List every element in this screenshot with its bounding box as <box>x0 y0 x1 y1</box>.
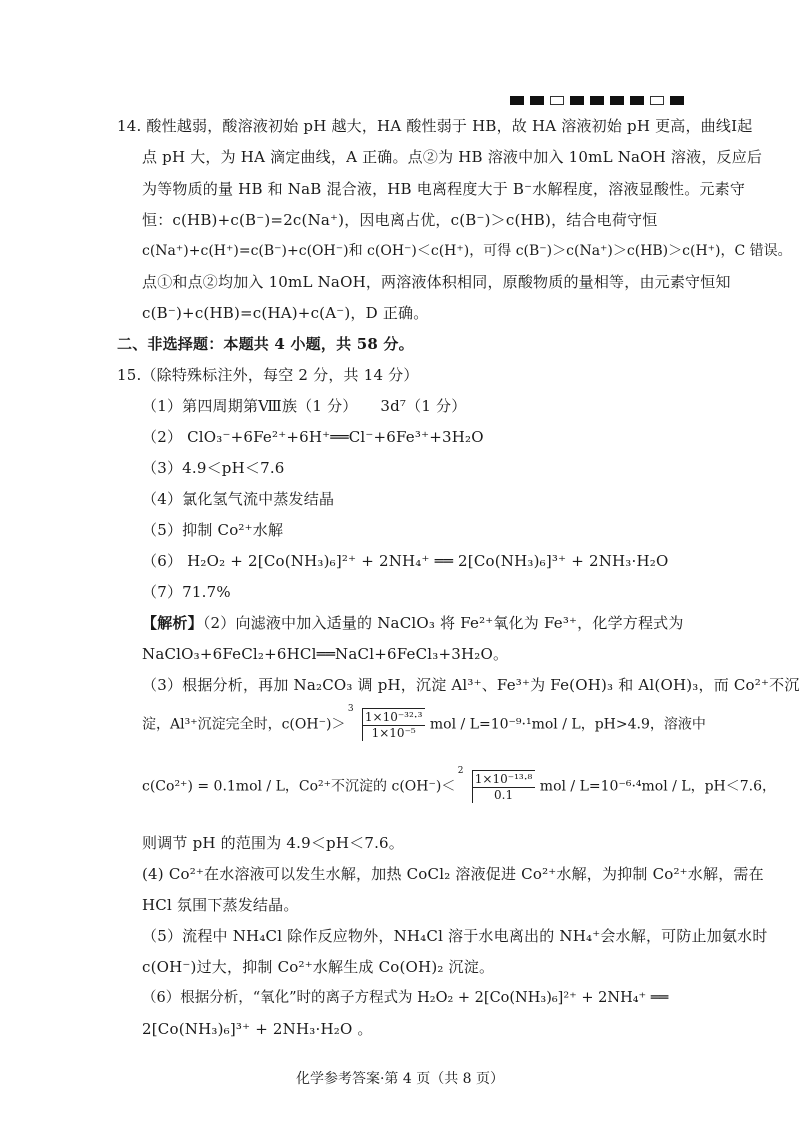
fraction-numerator: 1×10⁻¹³·⁸ <box>472 772 536 788</box>
q15-answer: （1）第四周期第Ⅷ族（1 分） 3d⁷（1 分） <box>142 397 467 415</box>
q15-answer: （5）抑制 Co²⁺水解 <box>142 521 284 539</box>
analysis-5-line2: c(OH⁻)过大，抑制 Co²⁺水解生成 Co(OH)₂ 沉淀。 <box>142 958 495 976</box>
header-mark <box>590 96 604 105</box>
section-title: 二、非选择题：本题共 4 小题，共 58 分。 <box>117 335 414 353</box>
analysis-3-text: c(Co²⁺) = 0.1mol / L，Co²⁺不沉淀的 c(OH⁻)＜ <box>142 778 456 795</box>
header-mark <box>630 96 644 105</box>
analysis-5-line1: （5）流程中 NH₄Cl 除作反应物外，NH₄Cl 溶于水电离出的 NH₄⁺会水解，可防止加氨水时 <box>142 927 768 945</box>
analysis-3-line2 <box>142 704 706 741</box>
fraction-numerator: 1×10⁻³²·³ <box>362 710 426 726</box>
analysis-2-line1 <box>142 613 684 633</box>
analysis-label: 【解析】 <box>142 614 203 632</box>
analysis-3-line1: （3）根据分析，再加 Na₂CO₃ 调 pH，沉淀 Al³⁺、Fe³⁺为 Fe(OH)₃ 和 Al(OH)₃，而 Co²⁺不沉 <box>142 676 800 694</box>
cube-root <box>347 704 426 741</box>
square-root <box>457 766 536 803</box>
root-index: 3 <box>347 704 354 714</box>
header-marks <box>510 96 684 105</box>
analysis-3-text: 淀，Al³⁺沉淀完全时，c(OH⁻)＞ <box>142 716 346 733</box>
analysis-3-line4: 则调节 pH 的范围为 4.9＜pH＜7.6。 <box>142 834 404 852</box>
fraction-denominator: 1×10⁻⁵ <box>371 726 416 740</box>
q14-line: 恒：c(HB)+c(B⁻)=2c(Na⁺)，因电离占优，c(B⁻)＞c(HB)，结合电荷守恒 <box>142 211 658 229</box>
q14-line: 点①和点②均加入 10mL NaOH，两溶液体积相同，原酸物质的量相等，由元素守恒知 <box>142 273 731 291</box>
root-index: 2 <box>457 766 464 776</box>
q15-answer: （6） H₂O₂ + 2[Co(NH₃)₆]²⁺ + 2NH₄⁺ ══ 2[Co(NH₃)₆]³⁺ + 2NH₃·H₂O <box>142 552 669 570</box>
fraction <box>362 710 426 741</box>
analysis-4-line1: (4) Co²⁺在水溶液可以发生水解，加热 CoCl₂ 溶液促进 Co²⁺水解，为抑制 Co²⁺水解，需在 <box>142 865 764 883</box>
analysis-6-line2: 2[Co(NH₃)₆]³⁺ + 2NH₃·H₂O 。 <box>142 1020 373 1038</box>
q15-answer: （4）氯化氢气流中蒸发结晶 <box>142 490 335 508</box>
page-footer: 化学参考答案·第 4 页（共 8 页） <box>295 1071 505 1087</box>
header-mark <box>610 96 624 105</box>
header-mark <box>550 96 564 105</box>
analysis-3-line3 <box>142 766 777 803</box>
analysis-3-text: mol / L=10⁻⁶·⁴mol / L，pH＜7.6， <box>539 778 777 795</box>
analysis-2-line2: NaClO₃+6FeCl₂+6HCl══NaCl+6FeCl₃+3H₂O。 <box>142 645 509 663</box>
header-mark <box>510 96 524 105</box>
q15-answer: （3）4.9＜pH＜7.6 <box>142 459 285 477</box>
header-mark <box>570 96 584 105</box>
q15-answer: （2） ClO₃⁻+6Fe²⁺+6H⁺══Cl⁻+6Fe³⁺+3H₂O <box>142 428 484 446</box>
analysis-6-line1: （6）根据分析，“氧化”时的离子方程式为 H₂O₂ + 2[Co(NH₃)₆]²⁺ + 2NH₄⁺ ══ <box>142 990 669 1006</box>
analysis-3-text: mol / L=10⁻⁹·¹mol / L，pH>4.9，溶液中 <box>429 716 706 733</box>
q14-line: 为等物质的量 HB 和 NaB 混合液，HB 电离程度大于 B⁻水解程度，溶液显酸性。元素守 <box>142 180 746 198</box>
analysis-4-line2: HCl 氛围下蒸发结晶。 <box>142 896 299 914</box>
header-mark <box>670 96 684 105</box>
q14-line: 点 pH 大，为 HA 滴定曲线，A 正确。点②为 HB 溶液中加入 10mL NaOH 溶液，反应后 <box>142 148 763 166</box>
analysis-2-text: （2）向滤液中加入适量的 NaClO₃ 将 Fe²⁺氧化为 Fe³⁺，化学方程式为 <box>202 614 684 632</box>
fraction-denominator: 0.1 <box>494 788 514 802</box>
q14-line: c(B⁻)+c(HB)=c(HA)+c(A⁻)，D 正确。 <box>142 304 429 322</box>
q15-answer: （7）71.7% <box>142 583 231 601</box>
fraction <box>472 772 536 803</box>
header-mark <box>650 96 664 105</box>
header-mark <box>530 96 544 105</box>
q15-header: 15.（除特殊标注外，每空 2 分，共 14 分） <box>117 366 419 384</box>
q14-line: 14. 酸性越弱，酸溶液初始 pH 越大，HA 酸性弱于 HB，故 HA 溶液初始 pH 更高，曲线Ⅰ起 <box>117 117 753 135</box>
q14-line: c(Na⁺)+c(H⁺)=c(B⁻)+c(OH⁻)和 c(OH⁻)＜c(H⁺)，可得 c(B⁻)＞c(Na⁺)＞c(HB)＞c(H⁺)，C 错误。 <box>142 243 792 259</box>
